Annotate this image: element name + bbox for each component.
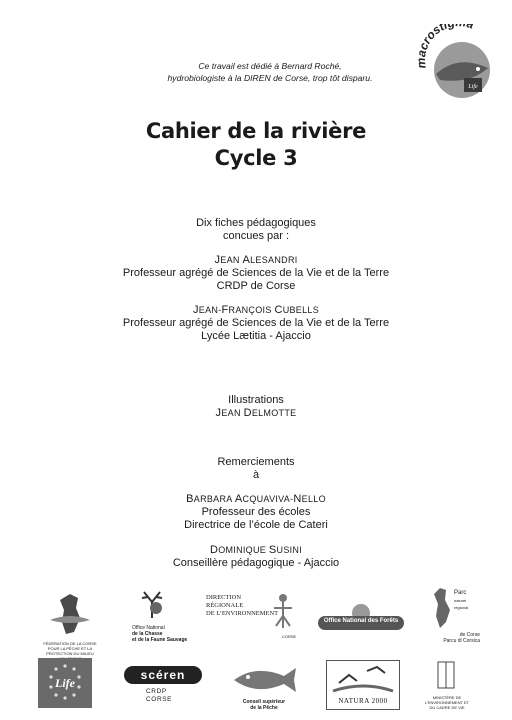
oncfs-logo: Office National de la Chasse et de la Faune Sauvage	[124, 588, 194, 648]
author-2-title: Professeur agrégé de Sciences de la Vie et de la Terre	[122, 317, 390, 329]
macrostigma-logo	[418, 24, 498, 100]
federation-peche-logo: FÉDÉRATION DE LA CORSE POUR LA PÊCHE ET LA PROTECTION DU MILIEU	[40, 592, 100, 652]
thanks-person-2: DOMINIQUE SUSINI Conseillère pédagogique - Ajaccio	[0, 544, 512, 570]
illustrator-name: JEAN DELMOTTE	[215, 407, 297, 419]
parc-corse-logo: Parc naturel régional de Corse Parcu di Corsica	[430, 586, 480, 650]
dedication	[100, 60, 440, 84]
author-1-name: JEAN ALESANDRI	[214, 254, 298, 266]
ministere-logo: MINISTÈRE DE L’ENVIRONNEMENT ET DU CADRE DE VIE	[424, 660, 470, 708]
thanks-1-name: BARBARA ACQUAVIVA-NELLO	[186, 493, 326, 505]
svg-text:Life: Life	[468, 84, 478, 90]
author-1-org: CRDP de Corse	[216, 280, 296, 292]
sceren-crdp-logo: scéren CRDP CORSE	[124, 664, 202, 708]
illustrations	[0, 394, 512, 420]
illustrations-label: Illustrations	[228, 394, 284, 406]
dedication-line-1: Ce travail est dédié à Bernard Roché,	[198, 61, 342, 71]
author-1-title: Professeur agrégé de Sciences de la Vie et de la Terre	[122, 267, 390, 279]
authors-intro: Dix fiches pédagogiques concues par :	[196, 217, 316, 242]
author-2-org: Lycée Lætitia - Ajaccio	[201, 330, 311, 342]
author-1	[0, 254, 512, 293]
diren-logo: DIRECTION RÉGIONALE DE L’ENVIRONNEMENT CORSE	[206, 594, 297, 639]
natura-2000-logo: NATURA 2000	[326, 660, 400, 710]
thanks-2-name: DOMINIQUE SUSINI	[209, 544, 303, 556]
title-line-1: Cahier de la rivière	[145, 119, 367, 143]
dedication-line-2: hydrobiologiste à la DIREN de Corse, trop tôt disparu.	[167, 73, 373, 83]
onf-logo: Office National des Forêts	[316, 604, 406, 632]
svg-text:macrostigma: rosti	[419, 24, 450, 47]
page-title	[0, 118, 512, 172]
svg-text:Life: Life	[55, 676, 75, 690]
life-eu-logo	[38, 658, 92, 708]
author-2-name: JEAN-FRANÇOIS CUBELLS	[192, 304, 320, 316]
author-2	[0, 304, 512, 343]
thanks-heading: Remerciements à	[217, 456, 295, 481]
csp-logo: Conseil supérieur de la Pêche	[226, 664, 302, 710]
thanks-person-1: BARBARA ACQUAVIVA-NELLO Professeur des écoles Directrice de l’école de Cateri	[0, 493, 512, 532]
title-line-2: Cycle 3	[214, 146, 298, 170]
